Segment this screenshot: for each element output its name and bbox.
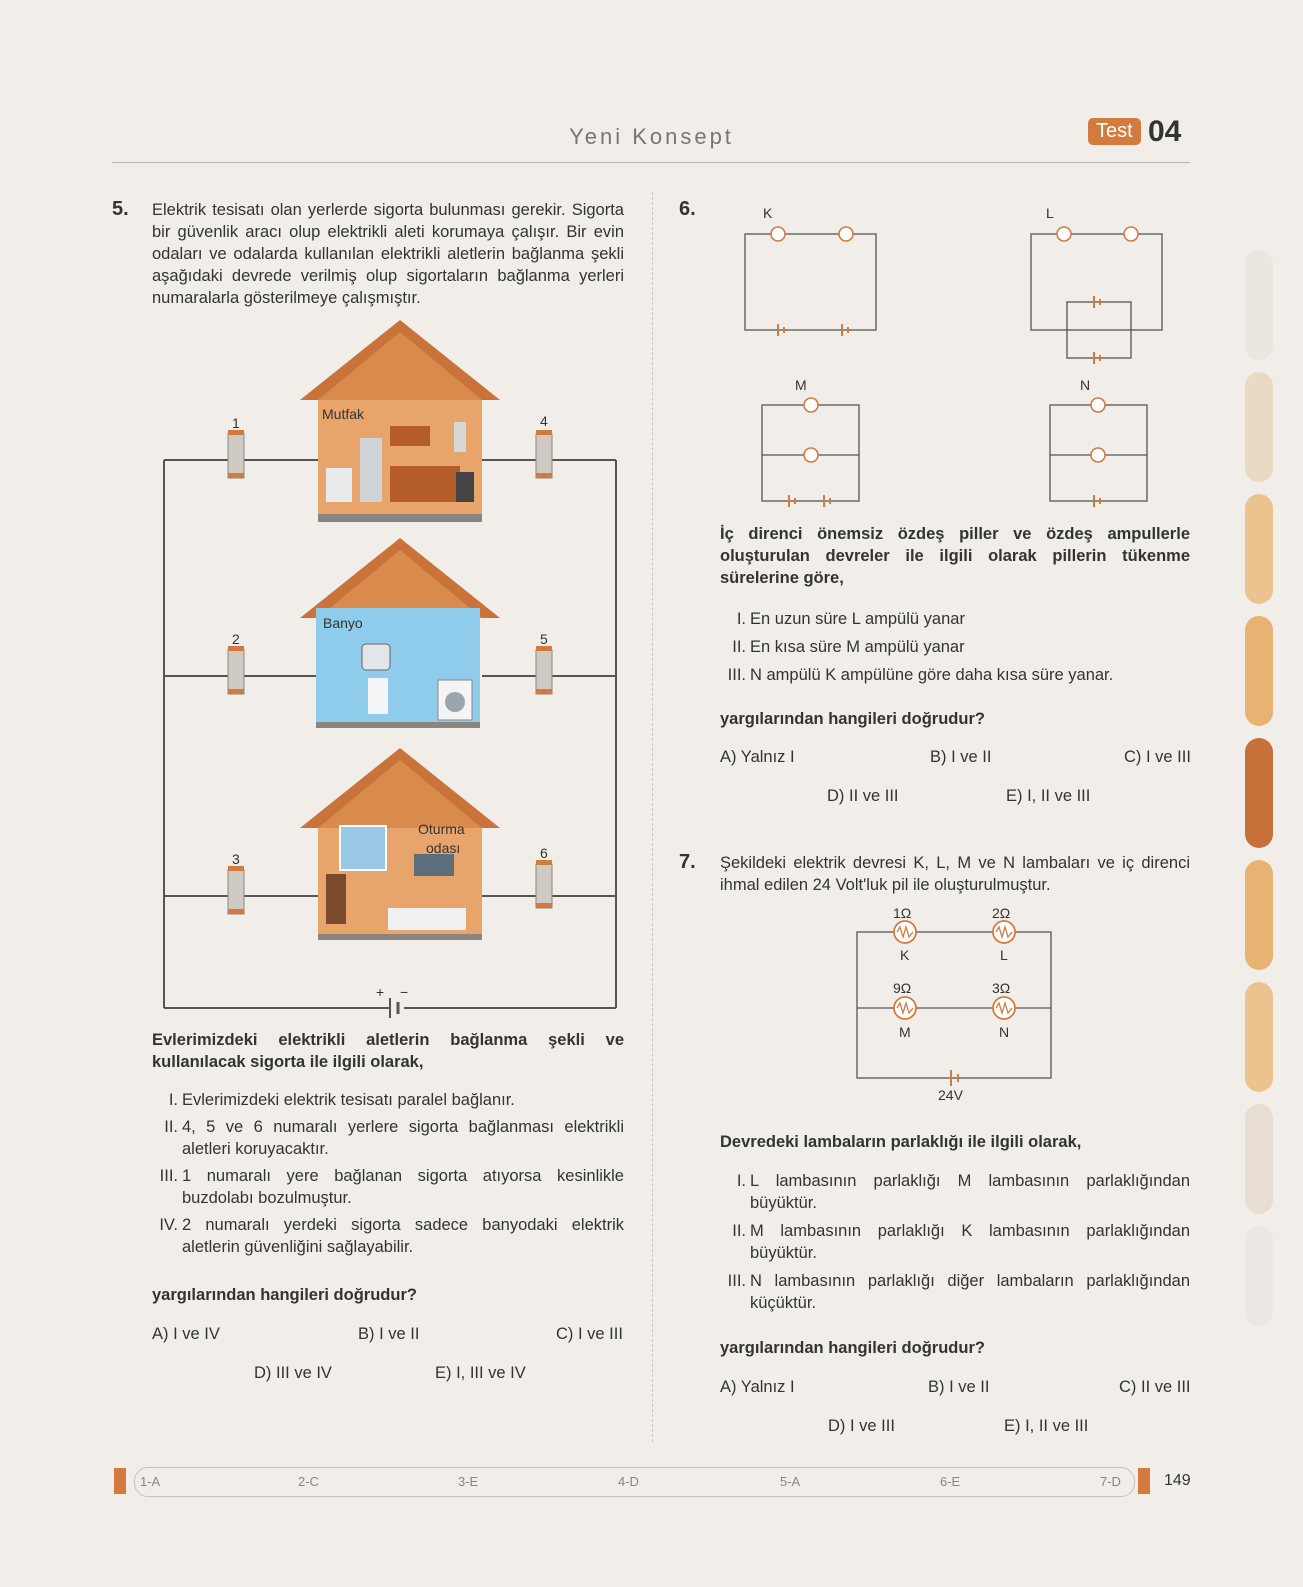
q6-circuits xyxy=(730,202,1200,512)
q5-question: yargılarından hangileri doğrudur? xyxy=(152,1286,417,1304)
circuit-label-l: L xyxy=(1046,205,1054,221)
q6-statement-2: II. En kısa süre M ampülü yanar xyxy=(732,638,965,656)
lamp-k-label: K xyxy=(900,947,910,963)
q5-option-a[interactable]: A) I ve IV xyxy=(152,1325,220,1343)
fuse-label-3: 3 xyxy=(232,851,240,867)
column-divider xyxy=(652,192,653,1442)
q5-statement-4: IV. 2 numaralı yerdeki sigorta sadece banyodaki elektrik aletlerin güvenliğini sağlayabilir. xyxy=(159,1216,624,1256)
q5-intro: Elektrik tesisatı olan yerlerde sigorta bulunması gerekir. Sigorta bir güvenlik aracı olup elektrikli aleti korumaya çalışır. Bir evin odaları ve odalarda kullanılan elektrikli aletlerin bağlanma şekli aşağıdaki devrede verilmiş olup sigortaların bağlanma yerleri numaralarla gösterilmeye çalışmıştır. xyxy=(152,201,624,307)
lamp-m-label: M xyxy=(899,1024,911,1040)
q6-option-d[interactable]: D) II ve III xyxy=(827,787,899,805)
room-label-bathroom: Banyo xyxy=(323,615,363,631)
fuse-label-4: 4 xyxy=(540,413,548,429)
side-tab xyxy=(1245,616,1273,726)
q6-prompt: İç direnci önemsiz özdeş piller ve özdeş ampullerle oluşturulan devreler ile ilgili olarak pillerin tükenme sürelerine göre, xyxy=(720,525,1190,587)
fuse-2 xyxy=(228,646,244,694)
side-tab xyxy=(1245,860,1273,970)
q7-option-e[interactable]: E) I, II ve III xyxy=(1004,1417,1089,1435)
q7-intro: Şekildeki elektrik devresi K, L, M ve N lambaları ve iç direnci ihmal edilen 24 Volt'luk pil ile oluşturulmuştur. xyxy=(720,854,1190,894)
q7-circuit xyxy=(848,902,1068,1102)
q5-prompt: Evlerimizdeki elektrikli aletlerin bağlanma şekli ve kullanılacak sigorta ile ilgili olarak, xyxy=(152,1031,624,1071)
lamp-n-resistance: 3Ω xyxy=(992,980,1011,996)
answer-key-1: 1-A xyxy=(140,1474,161,1489)
q6-option-b[interactable]: B) I ve II xyxy=(930,748,992,766)
room-label-living-1: Oturma xyxy=(418,821,465,837)
side-tab xyxy=(1245,250,1273,360)
lamp-m-resistance: 9Ω xyxy=(893,980,912,996)
fuse-label-6: 6 xyxy=(540,845,548,861)
q7-option-a[interactable]: A) Yalnız I xyxy=(720,1378,795,1396)
fuse-label-2: 2 xyxy=(232,631,240,647)
answer-key-7: 7-D xyxy=(1100,1474,1121,1489)
q6-number: 6. xyxy=(679,198,696,220)
side-tab xyxy=(1245,494,1273,604)
lamp-l-resistance: 2Ω xyxy=(992,905,1011,921)
lamp-l-label: L xyxy=(1000,947,1008,963)
q5-statement-1: I. Evlerimizdeki elektrik tesisatı paralel bağlanır. xyxy=(168,1091,515,1109)
fuse-4 xyxy=(536,430,552,478)
room-label-kitchen: Mutfak xyxy=(322,406,365,422)
q6-option-c[interactable]: C) I ve III xyxy=(1124,748,1191,766)
q7-statement-2: II. M lambasının parlaklığı K lambasının parlaklığından büyüktür. xyxy=(732,1222,1190,1262)
q5-statement-3: III. 1 numaralı yere bağlanan sigorta atıyorsa kesinlikle buzdolabı bozulmuştur. xyxy=(159,1167,624,1207)
test-badge: Test xyxy=(1088,118,1141,145)
fuse-label-5: 5 xyxy=(540,631,548,647)
room-label-living-2: odası xyxy=(426,840,461,856)
answer-key-6: 6-E xyxy=(940,1474,961,1489)
battery-plus: + xyxy=(376,984,385,1000)
side-tab xyxy=(1245,1104,1273,1214)
q7-question: yargılarından hangileri doğrudur? xyxy=(720,1339,985,1357)
lamp-n-label: N xyxy=(999,1024,1010,1040)
page-header-title: Yeni Konsept xyxy=(569,124,734,149)
q7-statement-1: I. L lambasının parlaklığı M lambasının parlaklığından büyüktür. xyxy=(736,1172,1190,1212)
q6-option-e[interactable]: E) I, II ve III xyxy=(1006,787,1091,805)
answer-key-2: 2-C xyxy=(298,1474,319,1489)
q7-number: 7. xyxy=(679,851,696,873)
q7-option-b[interactable]: B) I ve II xyxy=(928,1378,990,1396)
q7-option-d[interactable]: D) I ve III xyxy=(828,1417,895,1435)
fuse-5 xyxy=(536,646,552,694)
fuse-1 xyxy=(228,430,244,478)
test-number: 04 xyxy=(1148,115,1182,148)
q6-statement-1: I. En uzun süre L ampülü yanar xyxy=(736,610,965,628)
footer-marker-right xyxy=(1138,1468,1150,1494)
q7-prompt: Devredeki lambaların parlaklığı ile ilgili olarak, xyxy=(720,1133,1082,1151)
q5-option-b[interactable]: B) I ve II xyxy=(358,1325,420,1343)
battery-minus: − xyxy=(400,984,409,1000)
q5-statement-2: II. 4, 5 ve 6 numaralı yerlere sigorta bağlanması elektrikli aletleri koruyacaktır. xyxy=(164,1118,624,1158)
footer-marker-left xyxy=(114,1468,126,1494)
answer-key-3: 3-E xyxy=(458,1474,479,1489)
q5-option-d[interactable]: D) III ve IV xyxy=(254,1364,332,1382)
side-tab xyxy=(1245,982,1273,1092)
answer-key-4: 4-D xyxy=(618,1474,639,1489)
q6-statement-3: III. N ampülü K ampülüne göre daha kısa süre yanar. xyxy=(727,666,1114,684)
side-tab xyxy=(1245,372,1273,482)
fuse-3 xyxy=(228,866,244,914)
q5-option-e[interactable]: E) I, III ve IV xyxy=(435,1364,526,1382)
q6-question: yargılarından hangileri doğrudur? xyxy=(720,710,985,728)
q6-option-a[interactable]: A) Yalnız I xyxy=(720,748,795,766)
house-living-room xyxy=(300,748,500,940)
q5-battery xyxy=(390,998,398,1018)
circuit-label-m: M xyxy=(795,377,807,393)
q7-statement-3: III. N lambasının parlaklığı diğer lambaların parlaklığından küçüktür. xyxy=(727,1272,1190,1312)
q7-statements xyxy=(720,1170,1190,1314)
side-tab xyxy=(1245,1226,1273,1326)
q6-statements xyxy=(720,608,1190,686)
header-rule xyxy=(112,162,1190,163)
q7-option-c[interactable]: C) II ve III xyxy=(1119,1378,1191,1396)
q5-house-circuit xyxy=(150,318,630,1018)
battery-label: 24V xyxy=(938,1087,963,1102)
circuit-label-k: K xyxy=(763,205,773,221)
page-number: 149 xyxy=(1164,1472,1191,1489)
q5-number: 5. xyxy=(112,198,129,220)
side-tab-active xyxy=(1245,738,1273,848)
fuse-6 xyxy=(536,860,552,908)
lamp-k-resistance: 1Ω xyxy=(893,905,912,921)
house-bathroom xyxy=(300,538,500,728)
circuit-label-n: N xyxy=(1080,377,1091,393)
answer-key-5: 5-A xyxy=(780,1474,801,1489)
q5-statements xyxy=(152,1089,624,1258)
q5-option-c[interactable]: C) I ve III xyxy=(556,1325,623,1343)
fuse-label-1: 1 xyxy=(232,415,240,431)
